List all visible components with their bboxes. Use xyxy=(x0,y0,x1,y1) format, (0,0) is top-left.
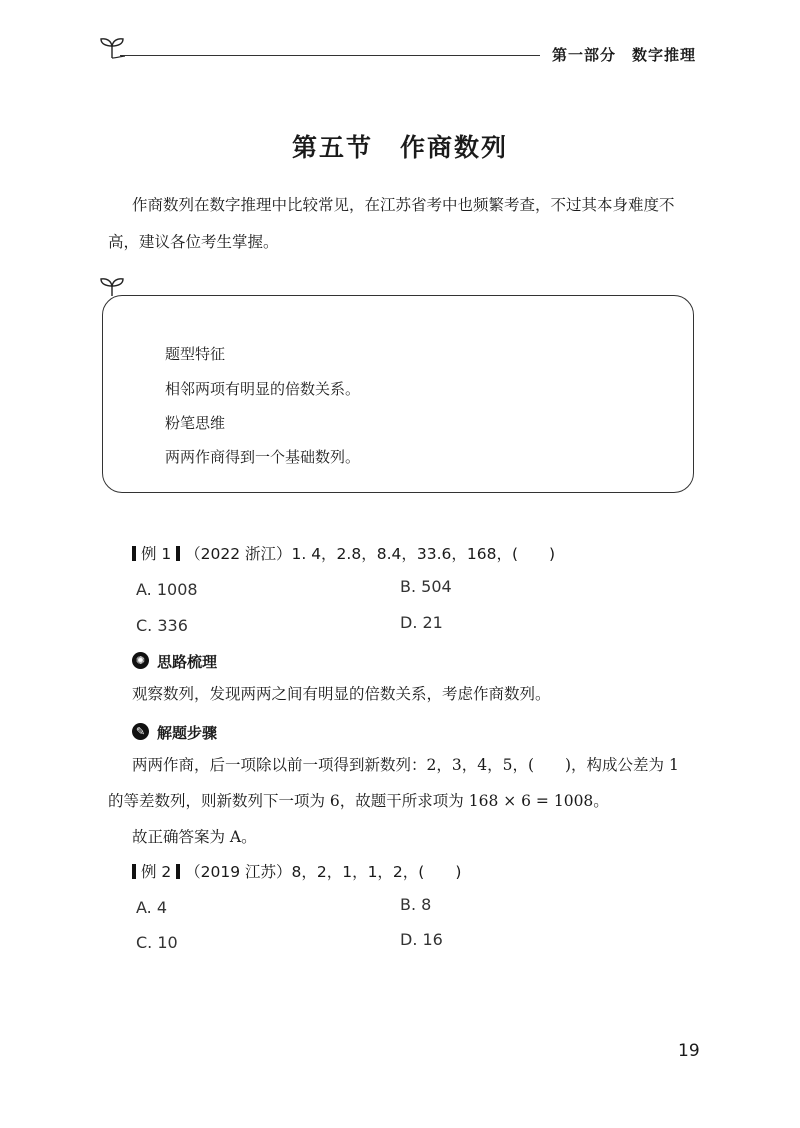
example-2-stem: （2019 江苏）8，2，1，1，2，( ) xyxy=(185,863,462,881)
example-1-option-a: A. 1008 xyxy=(136,580,198,599)
box-text-feature: 相邻两项有明显的倍数关系。 xyxy=(165,380,361,398)
steps-title: 解题步骤 xyxy=(157,724,218,742)
pen-icon: ✎ xyxy=(132,723,149,740)
running-header: 第一部分 数字推理 xyxy=(552,46,697,64)
analysis-text: 观察数列，发现两两之间有明显的倍数关系，考虑作商数列。 xyxy=(132,685,551,703)
example-marker xyxy=(132,546,136,561)
lightbulb-icon: ✺ xyxy=(132,652,149,669)
example-1-option-c: C. 336 xyxy=(136,616,188,635)
page-number: 19 xyxy=(678,1041,700,1061)
intro-line-1: 作商数列在数字推理中比较常见，在江苏省考中也频繁考查，不过其本身难度不 xyxy=(132,196,675,214)
example-marker xyxy=(132,864,136,879)
header-rule xyxy=(120,55,540,56)
example-marker xyxy=(176,546,180,561)
box-heading-thinking: 粉笔思维 xyxy=(165,414,226,432)
analysis-title: 思路梳理 xyxy=(157,653,218,671)
intro-line-2: 高，建议各位考生掌握。 xyxy=(108,233,279,251)
example-1-stem: （2022 浙江）1. 4，2.8，8.4，33.6，168，( ) xyxy=(185,545,556,563)
section-title: 第五节 作商数列 xyxy=(291,133,508,162)
box-heading-feature: 题型特征 xyxy=(165,345,226,363)
example-2-question xyxy=(132,860,461,882)
example-2-label: 例 2 xyxy=(140,863,172,881)
example-2-option-c: C. 10 xyxy=(136,933,178,952)
steps-line-2: 的等差数列，则新数列下一项为 6，故题干所求项为 168 × 6 = 1008。 xyxy=(108,792,609,810)
example-2-option-b: B. 8 xyxy=(400,895,432,914)
answer-text: 故正确答案为 A。 xyxy=(132,828,257,846)
leaf-ornament-icon xyxy=(97,34,127,60)
example-1-label: 例 1 xyxy=(140,545,172,563)
example-marker xyxy=(176,864,180,879)
example-2-option-a: A. 4 xyxy=(136,898,168,917)
example-1-question xyxy=(132,542,555,564)
example-2-option-d: D. 16 xyxy=(400,930,443,949)
steps-line-1: 两两作商，后一项除以前一项得到新数列：2，3，4，5，( )，构成公差为 1 xyxy=(132,756,679,774)
box-text-thinking: 两两作商得到一个基础数列。 xyxy=(165,448,361,466)
example-1-option-b: B. 504 xyxy=(400,577,452,596)
example-1-option-d: D. 21 xyxy=(400,613,443,632)
